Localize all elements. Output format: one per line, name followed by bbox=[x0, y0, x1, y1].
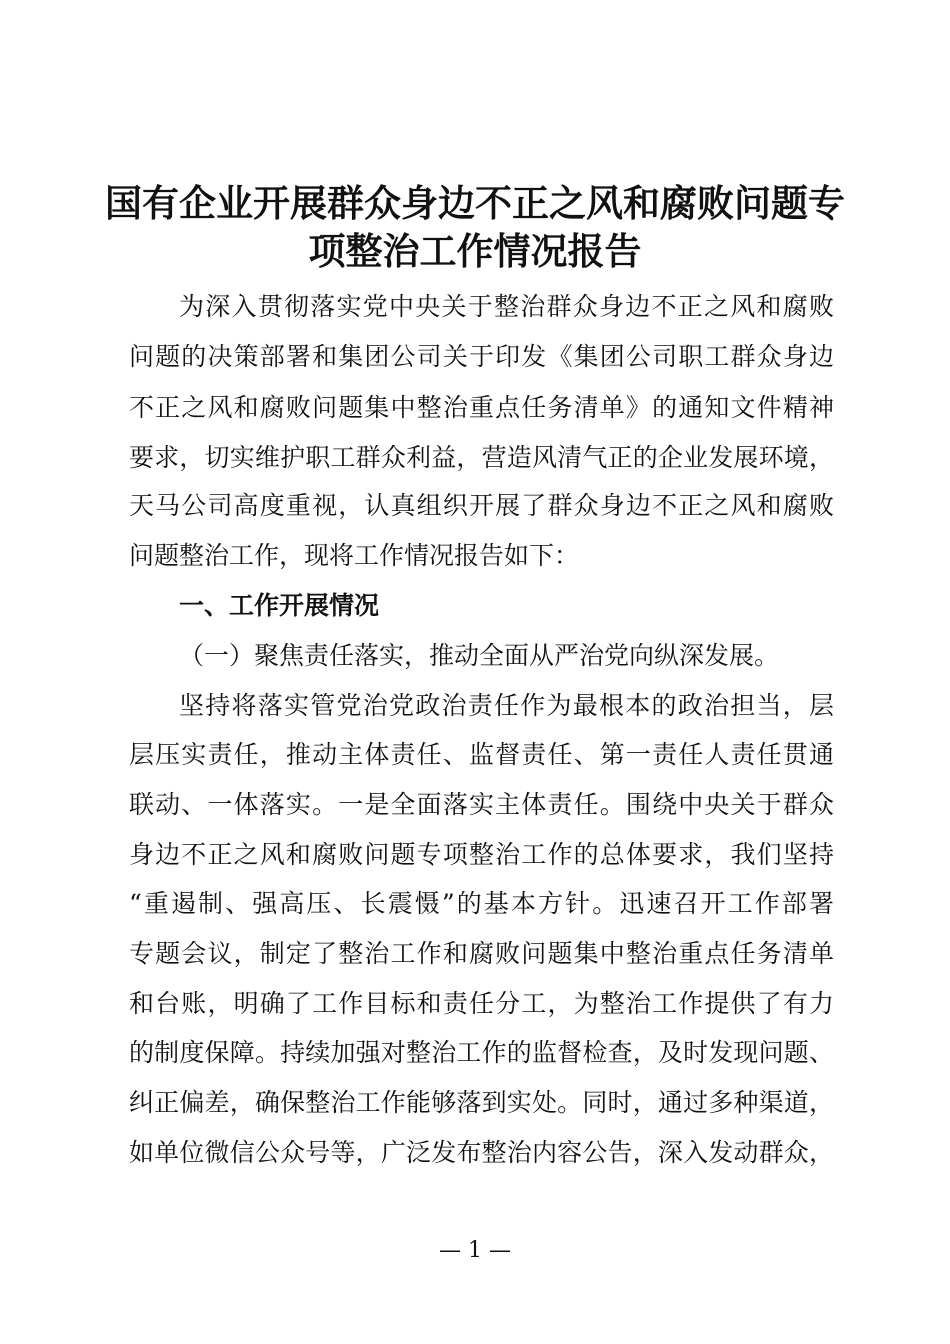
body-line: 为深入贯彻落实党中央关于整治群众身边不正之风和腐败 bbox=[179, 292, 834, 321]
body-line: “重遏制、强高压、长震慑”的基本方针。迅速召开工作部署 bbox=[129, 889, 834, 918]
page-number: — 1 — bbox=[439, 1238, 511, 1263]
body-line: 联动、一体落实。一是全面落实主体责任。围绕中央关于群众 bbox=[129, 790, 834, 819]
body-line: 问题的决策部署和集团公司关于印发《集团公司职工群众身边 bbox=[129, 342, 834, 371]
subsection-heading: （一）聚焦责任落实，推动全面从严治党向纵深发展。 bbox=[179, 641, 780, 670]
document-title-line-2: 项整治工作情况报告 bbox=[308, 229, 642, 273]
body-line: 坚持将落实管党治党政治责任作为最根本的政治担当，层 bbox=[179, 691, 834, 720]
body-line: 不正之风和腐败问题集中整治重点任务清单》的通知文件精神 bbox=[129, 393, 834, 422]
body-line: 专题会议，制定了整治工作和腐败问题集中整治重点任务清单 bbox=[129, 939, 834, 968]
body-line: 的制度保障。持续加强对整治工作的监督检查，及时发现问题、 bbox=[129, 1038, 834, 1067]
body-line: 身边不正之风和腐败问题专项整治工作的总体要求，我们坚持 bbox=[129, 840, 834, 869]
section-heading: 一、工作开展情况 bbox=[179, 591, 380, 620]
body-line: 天马公司高度重视，认真组织开展了群众身边不正之风和腐败 bbox=[129, 491, 834, 520]
body-line: 和台账，明确了工作目标和责任分工，为整治工作提供了有力 bbox=[129, 989, 834, 1018]
body-line: 纠正偏差，确保整治工作能够落到实处。同时，通过多种渠道， bbox=[129, 1088, 834, 1117]
body-line: 层压实责任，推动主体责任、监督责任、第一责任人责任贯通 bbox=[129, 740, 834, 769]
document-title-line-1: 国有企业开展群众身边不正之风和腐败问题专 bbox=[105, 181, 845, 225]
body-line: 要求，切实维护职工群众利益，营造风清气正的企业发展环境， bbox=[129, 443, 834, 472]
body-line: 问题整治工作，现将工作情况报告如下： bbox=[129, 541, 580, 570]
body-line: 如单位微信公众号等，广泛发布整治内容公告，深入发动群众， bbox=[129, 1138, 834, 1167]
